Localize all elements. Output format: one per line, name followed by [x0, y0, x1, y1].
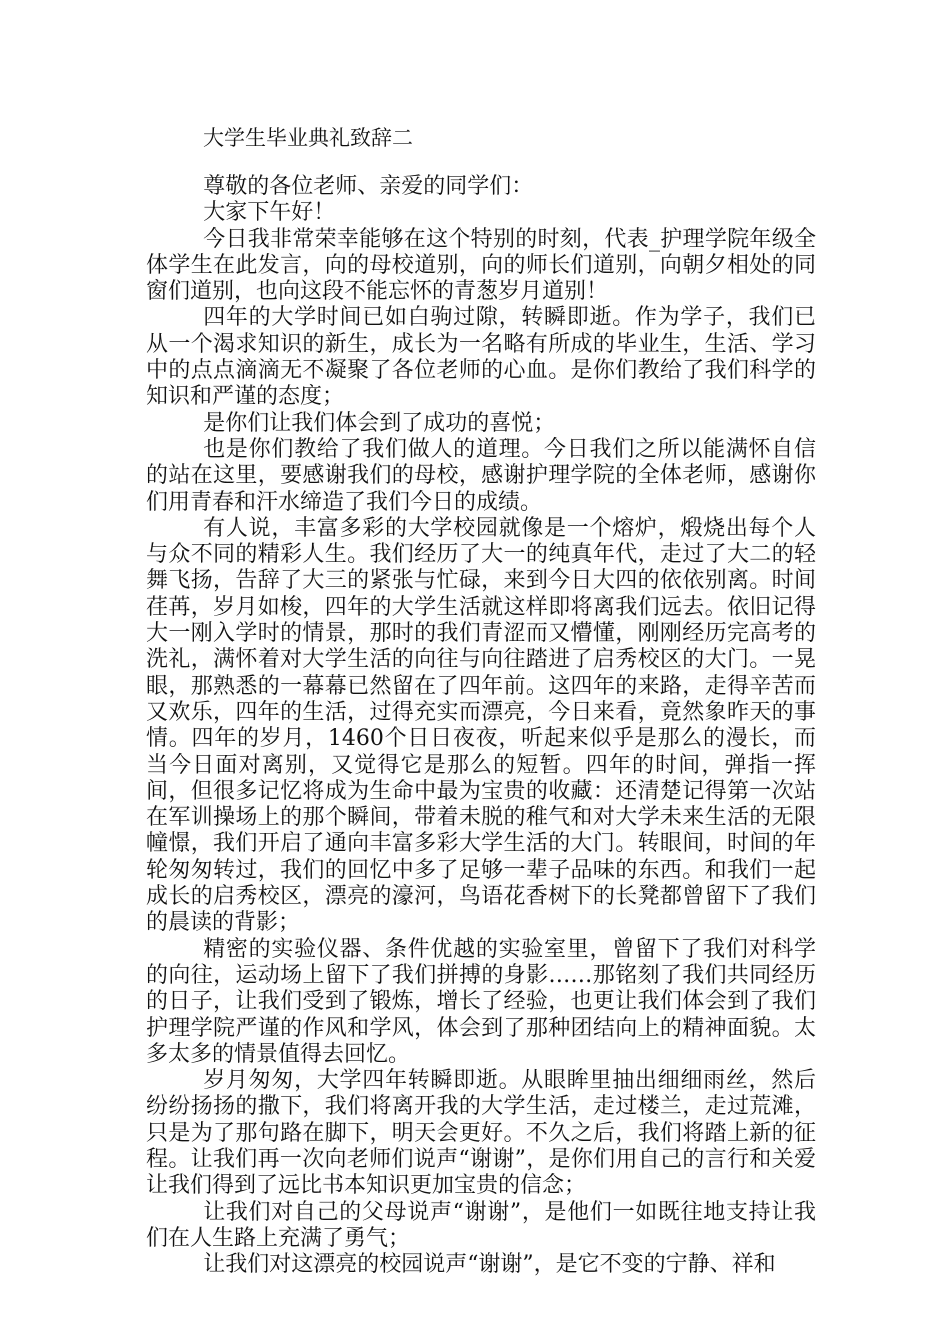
- paragraph: 岁月匆匆，大学四年转瞬即逝。从眼眸里抽出细细雨丝，然后纷纷扬扬的撒下，我们将离开我的大学生活，走过楼兰，走过荒滩，只是为了那句路在脚下，明天会更好。不久之后，我们将踏上新的征程。让我们再一次向老师们说声“谢谢”，是你们用自己的言行和关爱让我们得到了远比书本知识更加宝贵的信念；: [146, 1068, 816, 1199]
- paragraph: 今日我非常荣幸能够在这个特别的时刻，代表_护理学院年级全体学生在此发言，向的母校道别，向的师长们道别，向朝夕相处的同窗们道别，也向这段不能忘怀的青葱岁月道别！: [146, 226, 816, 305]
- paragraph: 让我们对自己的父母说声“谢谢”，是他们一如既往地支持让我们在人生路上充满了勇气；: [146, 1199, 816, 1251]
- paragraph: 也是你们教给了我们做人的道理。今日我们之所以能满怀自信的站在这里，要感谢我们的母校，感谢护理学院的全体老师，感谢你们用青春和汗水缔造了我们今日的成绩。: [146, 436, 816, 515]
- paragraph: 让我们对这漂亮的校园说声“谢谢”，是它不变的宁静、祥和: [203, 1252, 776, 1278]
- paragraph: 四年的大学时间已如白驹过隙，转瞬即逝。作为学子，我们已从一个渴求知识的新生，成长为一名略有所成的毕业生，生活、学习中的点点滴滴无不凝聚了各位老师的心血。是你们教给了我们科学的知识和严谨的态度；: [146, 305, 816, 410]
- document-title: 大学生毕业典礼致辞二: [203, 126, 413, 150]
- paragraph-greeting: 大家下午好！: [203, 200, 336, 226]
- paragraph: 有人说，丰富多彩的大学校园就像是一个熔炉，煅烧出每个人与众不同的精彩人生。我们经历了大一的纯真年代，走过了大二的轻舞飞扬，告辞了大三的紧张与忙碌，来到今日大四的依依别离。时间荏苒，岁月如梭，四年的大学生活就这样即将离我们远去。依旧记得大一刚入学时的情景，那时的我们青涩而又懵懂，刚刚经历完高考的洗礼，满怀着对大学生活的向往与向往踏进了启秀校区的大门。一晃眼，那熟悉的一幕幕已然留在了四年前。这四年的来路，走得辛苦而又欢乐，四年的生活，过得充实而漂亮，今日来看，竟然象昨天的事情。四年的岁月，1460个日日夜夜，听起来似乎是那么的漫长，而当今日面对离别，又觉得它是那么的短暂。四年的时间，弹指一挥间，但很多记忆将成为生命中最为宝贵的收藏：还清楚记得第一次站在军训操场上的那个瞬间，带着未脱的稚气和对大学未来生活的无限幢憬，我们开启了通向丰富多彩大学生活的大门。转眼间，时间的年轮匆匆转过，我们的回忆中多了足够一辈子品味的东西。和我们一起成长的启秀校区，漂亮的濠河，鸟语花香树下的长凳都曾留下了我们的晨读的背影；: [146, 515, 816, 936]
- paragraph: 是你们让我们体会到了成功的喜悦；: [203, 410, 556, 436]
- document-body: [146, 174, 816, 1278]
- paragraph-salutation: 尊敬的各位老师、亲爱的同学们：: [203, 174, 534, 199]
- paragraph: 精密的实验仪器、条件优越的实验室里，曾留下了我们对科学的向往，运动场上留下了我们拼搏的身影……那铭刻了我们共同经历的日子，让我们受到了锻炼，增长了经验，也更让我们体会到了我们护理学院严谨的作风和学风，体会到了那种团结向上的精神面貌。太多太多的情景值得去回忆。: [146, 936, 816, 1067]
